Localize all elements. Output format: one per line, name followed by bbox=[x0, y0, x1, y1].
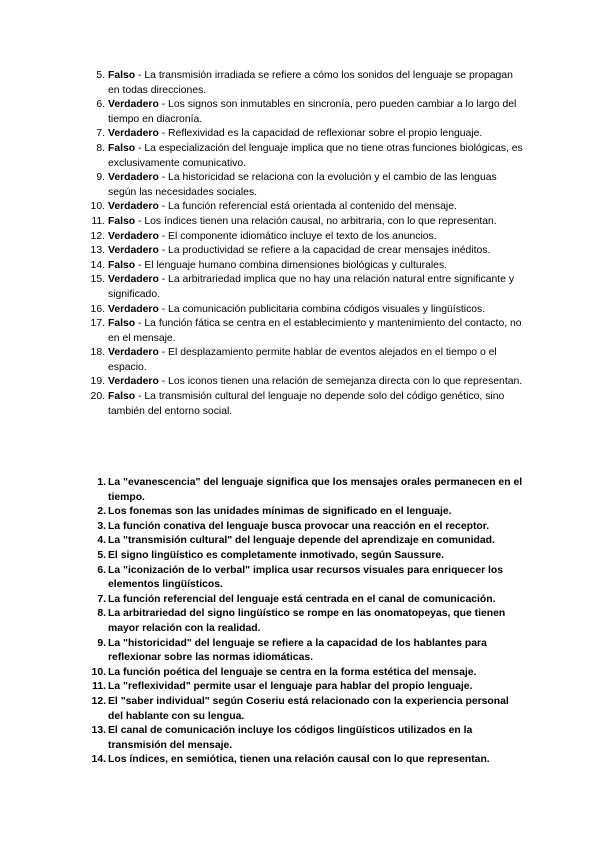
answer-item bbox=[0, 390, 600, 419]
item-number: 15. bbox=[90, 274, 105, 286]
item-number: 7. bbox=[96, 128, 105, 140]
statement-item bbox=[0, 593, 600, 608]
answer-label: Falso bbox=[108, 259, 136, 271]
answer-label: Verdadero bbox=[108, 245, 159, 257]
item-number: 10. bbox=[91, 666, 106, 678]
statement-item bbox=[0, 753, 600, 768]
statement-text: La "transmisión cultural" del lenguaje depende del aprendizaje en comunidad. bbox=[108, 535, 495, 547]
statement-text: La función referencial del lenguaje está centrada en el canal de comunicación. bbox=[108, 593, 496, 605]
item-number: 12. bbox=[90, 230, 105, 242]
answer-item bbox=[0, 346, 600, 375]
item-number: 14. bbox=[90, 259, 105, 271]
item-number: 3. bbox=[97, 520, 106, 532]
item-number: 5. bbox=[97, 549, 106, 561]
item-number: 5. bbox=[96, 70, 105, 81]
answer-label: Falso bbox=[108, 318, 136, 330]
answer-text: - Los signos son inmutables en sincronía, pero pueden cambiar a lo largo del tiempo en diacronía. bbox=[108, 99, 517, 125]
item-number: 8. bbox=[97, 608, 106, 620]
answer-text: - Los iconos tienen una relación de semejanza directa con lo que representan. bbox=[158, 376, 523, 388]
item-number: 12. bbox=[91, 695, 106, 707]
answer-label: Verdadero bbox=[108, 376, 159, 388]
statement-item bbox=[0, 680, 600, 695]
statement-item bbox=[0, 724, 600, 753]
answer-text: - La función fática se centra en el establecimiento y mantenimiento del contacto, no en el mensaje. bbox=[108, 318, 522, 344]
answer-label: Verdadero bbox=[108, 128, 159, 140]
item-number: 7. bbox=[97, 593, 106, 605]
answer-text: - La transmisión irradiada se refiere a cómo los sonidos del lenguaje se propagan en todas direcciones. bbox=[108, 70, 513, 96]
answer-label: Falso bbox=[108, 70, 136, 81]
statement-item bbox=[0, 695, 600, 724]
answer-text: - Los índices tienen una relación causal, no arbitraria, con lo que representan. bbox=[135, 215, 497, 227]
statements-list bbox=[0, 476, 600, 768]
answer-label: Falso bbox=[108, 142, 136, 154]
answer-label: Verdadero bbox=[108, 230, 159, 242]
item-number: 9. bbox=[97, 637, 106, 649]
answer-text: - La comunicación publicitaria combina códigos visuales y lingüísticos. bbox=[158, 303, 486, 315]
answer-label: Falso bbox=[108, 391, 136, 403]
item-number: 6. bbox=[97, 564, 106, 576]
answer-label: Verdadero bbox=[108, 172, 159, 184]
statement-text: Los índices, en semiótica, tienen una relación causal con lo que representan. bbox=[108, 754, 490, 766]
statement-text: Los fonemas son las unidades mínimas de significado en el lenguaje. bbox=[108, 506, 452, 518]
item-number: 10. bbox=[90, 201, 105, 213]
answer-text: - El lenguaje humano combina dimensiones biológicas y culturales. bbox=[135, 259, 448, 271]
item-number: 2. bbox=[97, 506, 106, 518]
item-number: 9. bbox=[96, 172, 105, 184]
item-number: 11. bbox=[92, 681, 106, 693]
statement-text: El "saber individual" según Coseriu está relacionado con la experiencia personal del hablante con su lengua. bbox=[108, 695, 509, 722]
statement-item bbox=[0, 505, 600, 520]
answer-item bbox=[0, 317, 600, 346]
item-number: 4. bbox=[97, 535, 106, 547]
statement-item bbox=[0, 607, 600, 636]
statement-item bbox=[0, 564, 600, 593]
answer-item bbox=[0, 98, 600, 127]
answer-text: - La especialización del lenguaje implica que no tiene otras funciones biológicas, es exclusivamente comunicativo. bbox=[108, 142, 523, 169]
statement-text: La arbitrariedad del signo lingüístico se rompe en las onomatopeyas, que tienen mayor relación con la realidad. bbox=[108, 608, 506, 634]
answer-item bbox=[0, 69, 600, 98]
item-number: 16. bbox=[90, 303, 105, 315]
answer-item bbox=[0, 215, 600, 230]
answer-item bbox=[0, 200, 600, 215]
item-number: 18. bbox=[90, 347, 105, 359]
answer-item bbox=[0, 230, 600, 245]
answer-item bbox=[0, 244, 600, 259]
answer-item bbox=[0, 259, 600, 274]
answer-text: - Reflexividad es la capacidad de reflexionar sobre el propio lenguaje. bbox=[158, 128, 483, 140]
statement-item bbox=[0, 534, 600, 549]
item-number: 8. bbox=[96, 142, 105, 154]
answer-text: - La función referencial está orientada al contenido del mensaje. bbox=[158, 201, 457, 213]
answer-label: Verdadero bbox=[108, 99, 159, 111]
answer-text: - La arbitrariedad implica que no hay una relación natural entre significante y significado. bbox=[108, 274, 515, 300]
statement-text: La función conativa del lenguaje busca provocar una reacción en el receptor. bbox=[108, 520, 490, 532]
statement-item bbox=[0, 520, 600, 535]
answer-text: - La historicidad se relaciona con la evolución y el cambio de las lenguas según las necesidades sociales. bbox=[108, 172, 497, 198]
item-number: 14. bbox=[91, 754, 106, 766]
answer-item bbox=[0, 375, 600, 390]
answer-label: Verdadero bbox=[108, 201, 159, 213]
statement-item bbox=[0, 476, 600, 505]
answer-text: - El desplazamiento permite hablar de eventos alejados en el tiempo o el espacio. bbox=[108, 347, 497, 373]
answer-item bbox=[0, 127, 600, 142]
statement-text: El canal de comunicación incluye los códigos lingüísticos utilizados en la transmisión del mensaje. bbox=[108, 725, 473, 751]
statement-text: El signo lingüístico es completamente inmotivado, según Saussure. bbox=[108, 549, 445, 561]
item-number: 11. bbox=[91, 215, 105, 227]
answer-item bbox=[0, 303, 600, 318]
item-number: 19. bbox=[90, 376, 105, 388]
statement-text: La "reflexividad" permite usar el lenguaje para hablar del propio lenguaje. bbox=[108, 681, 473, 693]
answer-label: Verdadero bbox=[108, 347, 159, 359]
item-number: 13. bbox=[90, 245, 105, 257]
item-number: 1. bbox=[97, 477, 106, 488]
answer-item bbox=[0, 171, 600, 200]
item-number: 6. bbox=[96, 99, 105, 111]
statement-text: La "iconización de lo verbal" implica usar recursos visuales para enriquecer los elementos lingüísticos. bbox=[108, 564, 504, 591]
statement-item bbox=[0, 549, 600, 564]
answer-item bbox=[0, 273, 600, 302]
answer-item bbox=[0, 142, 600, 171]
answers-list bbox=[0, 69, 600, 419]
answer-label: Verdadero bbox=[108, 274, 159, 286]
item-number: 20. bbox=[90, 391, 105, 403]
answer-label: Falso bbox=[108, 215, 136, 227]
statement-text: La función poética del lenguaje se centra en la forma estética del mensaje. bbox=[108, 666, 477, 678]
answer-label: Verdadero bbox=[108, 303, 159, 315]
item-number: 17. bbox=[90, 318, 105, 330]
answer-text: - La transmisión cultural del lenguaje no depende solo del código genético, sino también del entorno social. bbox=[108, 391, 505, 417]
statement-text: La "historicidad" del lenguaje se refiere a la capacidad de los hablantes para reflexionar sobre las normas idiomáticas. bbox=[108, 637, 487, 664]
statement-item bbox=[0, 666, 600, 681]
statement-text: La "evanescencia" del lenguaje significa que los mensajes orales permanecen en el tiempo. bbox=[108, 477, 523, 503]
answer-text: - El componente idiomático incluye el texto de los anuncios. bbox=[158, 230, 437, 242]
answer-text: - La productividad se refiere a la capacidad de crear mensajes inéditos. bbox=[158, 245, 491, 257]
statement-item bbox=[0, 637, 600, 666]
item-number: 13. bbox=[91, 725, 106, 737]
